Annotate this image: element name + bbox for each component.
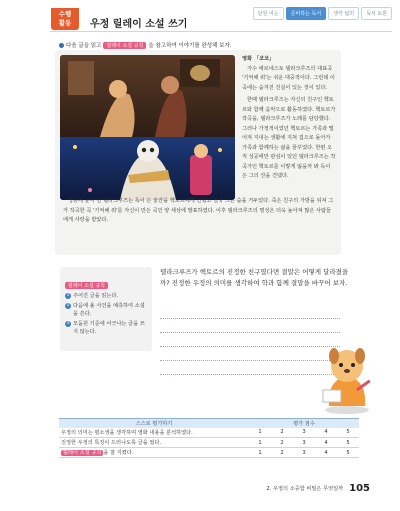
movie-scene-illustration [60, 55, 235, 200]
score-option[interactable]: 2 [271, 428, 293, 438]
story-closing-paragraph: 성공에 눈이 먼 델라크루즈는 독이 든 술잔을 헥토르에게 건넸고 결국 그는 숨을 거두었다. 죽은 친구의 가방을 뒤져 그가 작곡한 곡 '기억해 줘'를 자신이 만든 곡인 양 세상에 발표하였다. 이후 델라크루즈의 명성은 더욱 높아져 많은 사람들에게 사랑을 받았다. [63, 198, 334, 223]
rule-number-icon: 1 [66, 293, 70, 298]
rule-text: 주어진 글을 읽는다. [73, 293, 119, 299]
movie-title: 영화 「코코」 [242, 56, 275, 62]
answer-line[interactable] [160, 347, 340, 361]
section-tabs [253, 7, 392, 20]
self-assessment-table [59, 418, 359, 458]
badge-line-1: 수행 [58, 10, 72, 18]
rules-box [60, 267, 152, 351]
rule-number-icon: 3 [66, 320, 70, 326]
rule-number-icon: 2 [66, 302, 70, 308]
rule-item [65, 320, 147, 337]
story-paragraph: 가수 에르네스토 델라크루즈의 대표곡 '기억해 줘'는 쉬운 대중적이다. 그런데 이 곡에는 숨겨진 진실이 있는 것이 있다. [242, 65, 335, 91]
table-row [59, 428, 359, 438]
rule-item [65, 302, 147, 319]
score-option[interactable]: 5 [337, 438, 359, 448]
tab-broaden-thinking[interactable]: 생각 넓히 [328, 7, 359, 20]
table-row [59, 448, 359, 458]
score-option[interactable]: 1 [249, 428, 271, 438]
answer-line[interactable] [160, 333, 340, 347]
story-paragraph: 한때 델라크루즈는 자신의 친구인 헥토르와 함께 음악으로 활동하였다. 헥토르가 작곡을, 델라크루즈가 노래를 담당했다. 그러나 가정적이었던 헥토르는 가족과 떨어져 지내는 생활에 지쳐 집으로 돌아가 가족과 함께하는 삶을 꿈꾸었다. 한편 오직 성공에만 관심이 있던 델라크루즈는 작곡가인 헥토르를 이렇게 잃을까 봐 독이 든 그의 잔을 건넸다. [242, 97, 336, 179]
instruction-text-before: 다음 글을 읽고 [66, 43, 102, 49]
table-row [59, 438, 359, 448]
title-divider [50, 31, 392, 32]
criterion-rule-tag: 릴레이 소설 규칙 [63, 450, 102, 456]
rule-text: 모둠원 기준에 어긋나는 글을 쓰지 않는다. [73, 320, 145, 335]
criterion-text: 진정한 우정의 특징이 드러나도록 글을 썼다. [59, 438, 249, 448]
instruction-rule-tag: 릴레이 소설 규칙 [103, 42, 146, 49]
rule-text: 다음에 올 사건을 예측하여 소설을 쓴다. [73, 302, 145, 317]
score-option[interactable]: 3 [293, 448, 315, 458]
page-number: 105 [349, 483, 370, 494]
criterion-cell [59, 448, 249, 458]
instruction [59, 41, 232, 49]
bullet-icon [59, 43, 64, 48]
page-title: 우정 릴레이 소설 쓰기 [90, 19, 188, 30]
answer-area[interactable] [160, 305, 340, 375]
score-option[interactable]: 5 [337, 428, 359, 438]
writing-prompt: 델라크루즈가 헥토르의 진정한 친구였다면 결말은 어떻게 달라졌을까? 진정한 우정의 의미를 생각하여 학과 함께 결말을 바꾸어 보자. [160, 268, 349, 287]
answer-line[interactable] [160, 361, 340, 375]
criterion-text: 우정의 의미는 평소생을 생각하며 영화 내용을 분석하였다. [59, 428, 249, 438]
writing-mascot-illustration [317, 340, 377, 415]
tab-prep-reading[interactable]: 준비하는 독서 [286, 7, 327, 20]
criterion-text: 을 잘 지켰다. [103, 450, 134, 456]
score-option[interactable]: 3 [293, 438, 315, 448]
page-footer [266, 483, 370, 494]
score-header: 평가 점수 [249, 419, 359, 428]
story-text-column [242, 55, 337, 185]
score-option[interactable]: 2 [271, 438, 293, 448]
tab-unit-intro[interactable]: 단원 여는 [253, 7, 284, 20]
score-option[interactable]: 2 [271, 448, 293, 458]
rule-item [65, 292, 147, 301]
score-option[interactable]: 4 [315, 438, 337, 448]
badge-line-2: 활동 [58, 19, 72, 27]
tab-reading-debate[interactable]: 독서 토론 [361, 7, 392, 20]
rules-title: 릴레이 소설 규칙 [65, 282, 108, 289]
score-option[interactable]: 1 [249, 448, 271, 458]
instruction-text-after: 을 참고하여 이야기를 완성해 보자. [148, 43, 232, 49]
activity-badge [51, 8, 79, 30]
answer-line[interactable] [160, 305, 340, 319]
score-option[interactable]: 4 [315, 428, 337, 438]
score-option[interactable]: 5 [337, 448, 359, 458]
answer-line[interactable] [160, 319, 340, 333]
criteria-header: 스스로 평가하기 [59, 419, 249, 428]
score-option[interactable]: 3 [293, 428, 315, 438]
score-option[interactable]: 1 [249, 438, 271, 448]
score-option[interactable]: 4 [315, 448, 337, 458]
story-box [55, 50, 341, 255]
unit-label: 2. 우정의 소중함 비밀은 무엇일까 [266, 486, 344, 492]
